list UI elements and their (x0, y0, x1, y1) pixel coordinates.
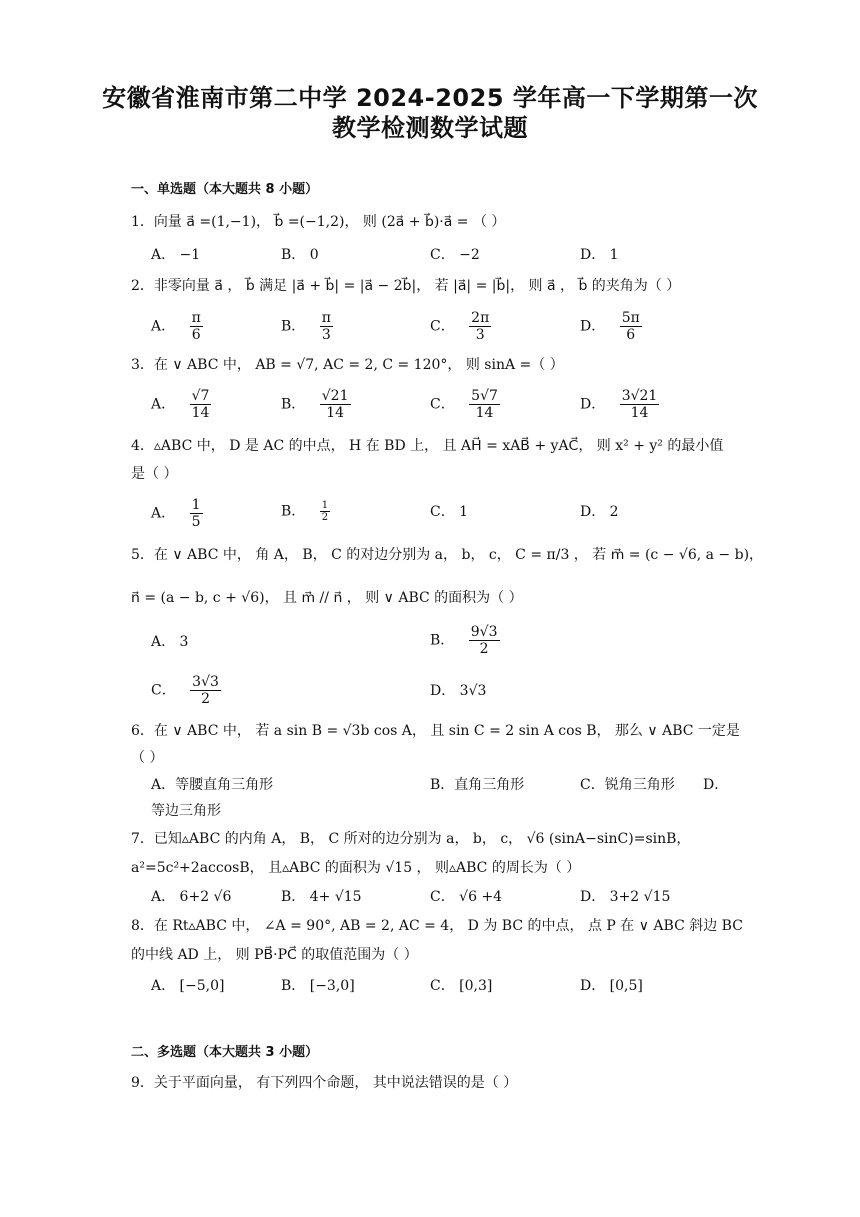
q4-a-num: 1 (191, 497, 201, 513)
q3-option-a (151, 388, 211, 421)
q3-c-num: 5√7 (471, 388, 498, 404)
q3-c-fraction (469, 388, 500, 421)
q4-a-fraction (190, 497, 203, 530)
q3-b-den: 14 (326, 405, 345, 421)
question-3: 3．在 ∨ ABC 中， AB = √7, AC = 2, C = 120°， 则 sinA =（ ） (131, 357, 564, 373)
question-8-line2: 的中线 AD 上， 则 PB⃗·PC⃗ 的取值范围为（ ） (131, 947, 418, 963)
q3-d-fraction (620, 388, 660, 421)
q5-c-den: 2 (201, 691, 210, 707)
q2-d-fraction (620, 310, 642, 343)
q3-c-label: C． (430, 396, 455, 413)
q4-option-d: D． 2 (580, 504, 619, 520)
q5-b-den: 2 (479, 641, 489, 657)
q6-option-a: A．等腰直角三角形 (151, 777, 274, 793)
question-5-line1: 5．在 ∨ ABC 中， 角 A， B， C 的对边分别为 a， b， c， C = π/3 ， 若 m⃗ = (c − √6, a − b)， (131, 547, 764, 563)
q3-option-d (580, 388, 659, 421)
q5-b-label: B． (430, 632, 455, 649)
q5-b-num: 9√3 (470, 624, 498, 640)
q1-option-b: B． 0 (281, 247, 319, 263)
q4-a-den: 5 (191, 514, 201, 530)
q4-option-a (151, 497, 203, 530)
q4-option-c: C． 1 (430, 504, 469, 520)
q5-c-label: C． (151, 682, 176, 699)
q2-a-den: 6 (191, 327, 201, 343)
q3-c-den: 14 (475, 405, 494, 421)
q2-d-den: 6 (626, 327, 636, 343)
q2-option-b (281, 310, 333, 343)
q2-b-num: π (321, 310, 331, 326)
q2-c-num: 2π (471, 310, 490, 326)
q3-a-label: A． (151, 396, 176, 413)
question-4-line2: 是（ ） (131, 466, 178, 482)
q3-d-den: 14 (630, 405, 649, 421)
q3-b-label: B． (281, 396, 306, 413)
q4-b-fraction (320, 500, 330, 523)
q2-option-a (151, 310, 203, 343)
q5-c-fraction (190, 674, 221, 707)
question-1: 1．向量 a⃗ =(1,−1)， b⃗ =(−1,2)， 则 (2a⃗ + b⃗)·a⃗ = （ ） (131, 214, 506, 230)
q1-option-c: C． −2 (430, 247, 480, 263)
q2-option-d (580, 310, 642, 343)
q7-option-c: C． √6 +4 (430, 889, 503, 905)
q4-b-label: B． (281, 503, 306, 520)
q8-option-d: D． [0,5] (580, 978, 643, 994)
q7-option-b: B． 4+ √15 (281, 889, 362, 905)
q6-option-d-label: D． (703, 777, 729, 793)
q1-option-a: A． −1 (151, 247, 201, 263)
q7-option-d: D． 3+2 √15 (580, 889, 671, 905)
section-multi-choice: 二、多选题（本大题共 3 小题） (131, 1045, 319, 1060)
q1-option-d: D． 1 (580, 247, 619, 263)
q3-a-num: √7 (191, 388, 210, 404)
q2-a-fraction (190, 310, 203, 343)
q5-option-b (430, 624, 500, 657)
question-8-line1: 8．在 Rt▵ABC 中， ∠A = 90°, AB = 2, AC = 4， D 为 BC 的中点， 点 P 在 ∨ ABC 斜边 BC (131, 918, 743, 934)
q3-b-fraction (320, 388, 351, 421)
question-4-line1: 4．▵ABC 中， D 是 AC 的中点， H 在 BD 上， 且 AH⃗ = xAB⃗ + yAC⃗， 则 x² + y² 的最小值 (131, 438, 724, 454)
q5-c-num: 3√3 (192, 674, 219, 690)
q3-a-fraction (190, 388, 212, 421)
q2-b-den: 3 (321, 327, 331, 343)
question-2: 2．非零向量 a⃗ ， b⃗ 满足 |a⃗ + b⃗| = |a⃗ − 2b⃗|， 若 |a⃗| = |b⃗|， 则 a⃗ ， b⃗ 的夹角为（ ） (131, 278, 681, 294)
q4-b-den: 2 (321, 512, 329, 523)
q3-d-num: 3√21 (621, 388, 658, 404)
page-title-line1: 安徽省淮南市第二中学 2024-2025 学年高一下学期第一次 (102, 84, 758, 112)
q5-b-fraction (469, 624, 500, 657)
q2-option-c (430, 310, 491, 343)
question-9: 9．关于平面向量， 有下列四个命题， 其中说法错误的是（ ） (131, 1075, 518, 1091)
question-6-line2: （ ） (131, 750, 164, 766)
q4-a-label: A． (151, 505, 176, 522)
q2-a-label: A． (151, 318, 176, 335)
q6-option-d-text: 等边三角形 (151, 803, 221, 819)
q2-b-label: B． (281, 318, 306, 335)
q5-option-d: D． 3√3 (430, 683, 487, 699)
q6-option-c: C．锐角三角形 (580, 777, 675, 793)
q3-b-num: √21 (321, 388, 349, 404)
section-single-choice: 一、单选题（本大题共 8 小题） (131, 182, 319, 197)
q5-option-a: A． 3 (151, 634, 189, 650)
q4-b-num: 1 (321, 500, 329, 511)
q8-option-b: B． [−3,0] (281, 978, 355, 994)
page-title-line2: 教学检测数学试题 (332, 114, 528, 142)
q8-option-c: C． [0,3] (430, 978, 493, 994)
q7-option-a: A． 6+2 √6 (151, 889, 232, 905)
q2-c-fraction (469, 310, 491, 343)
q2-a-num: π (191, 310, 201, 326)
q2-c-den: 3 (475, 327, 485, 343)
question-5-line2: n⃗ = (a − b, c + √6)， 且 m⃗ // n⃗ ， 则 ∨ ABC 的面积为（ ） (131, 590, 523, 606)
q3-d-label: D． (580, 396, 606, 413)
q4-option-b (281, 500, 330, 523)
q6-option-b: B．直角三角形 (430, 777, 525, 793)
q2-c-label: C． (430, 318, 455, 335)
q2-d-label: D． (580, 318, 606, 335)
question-7-line2: a²=5c²+2accosB， 且▵ABC 的面积为 √15 ， 则▵ABC 的周长为（ ） (131, 860, 581, 876)
q3-option-b (281, 388, 351, 421)
q5-option-c (151, 674, 221, 707)
q2-d-num: 5π (621, 310, 640, 326)
q8-option-a: A． [−5,0] (151, 978, 225, 994)
question-6-line1: 6．在 ∨ ABC 中， 若 a sin B = √3b cos A， 且 sin C = 2 sin A cos B， 那么 ∨ ABC 一定是 (131, 723, 740, 739)
q3-a-den: 14 (191, 405, 210, 421)
q2-b-fraction (320, 310, 333, 343)
question-7-line1: 7．已知▵ABC 的内角 A， B， C 所对的边分别为 a， b， c， √6 (sinA−sinC)=sinB， (131, 831, 691, 847)
q3-option-c (430, 388, 500, 421)
